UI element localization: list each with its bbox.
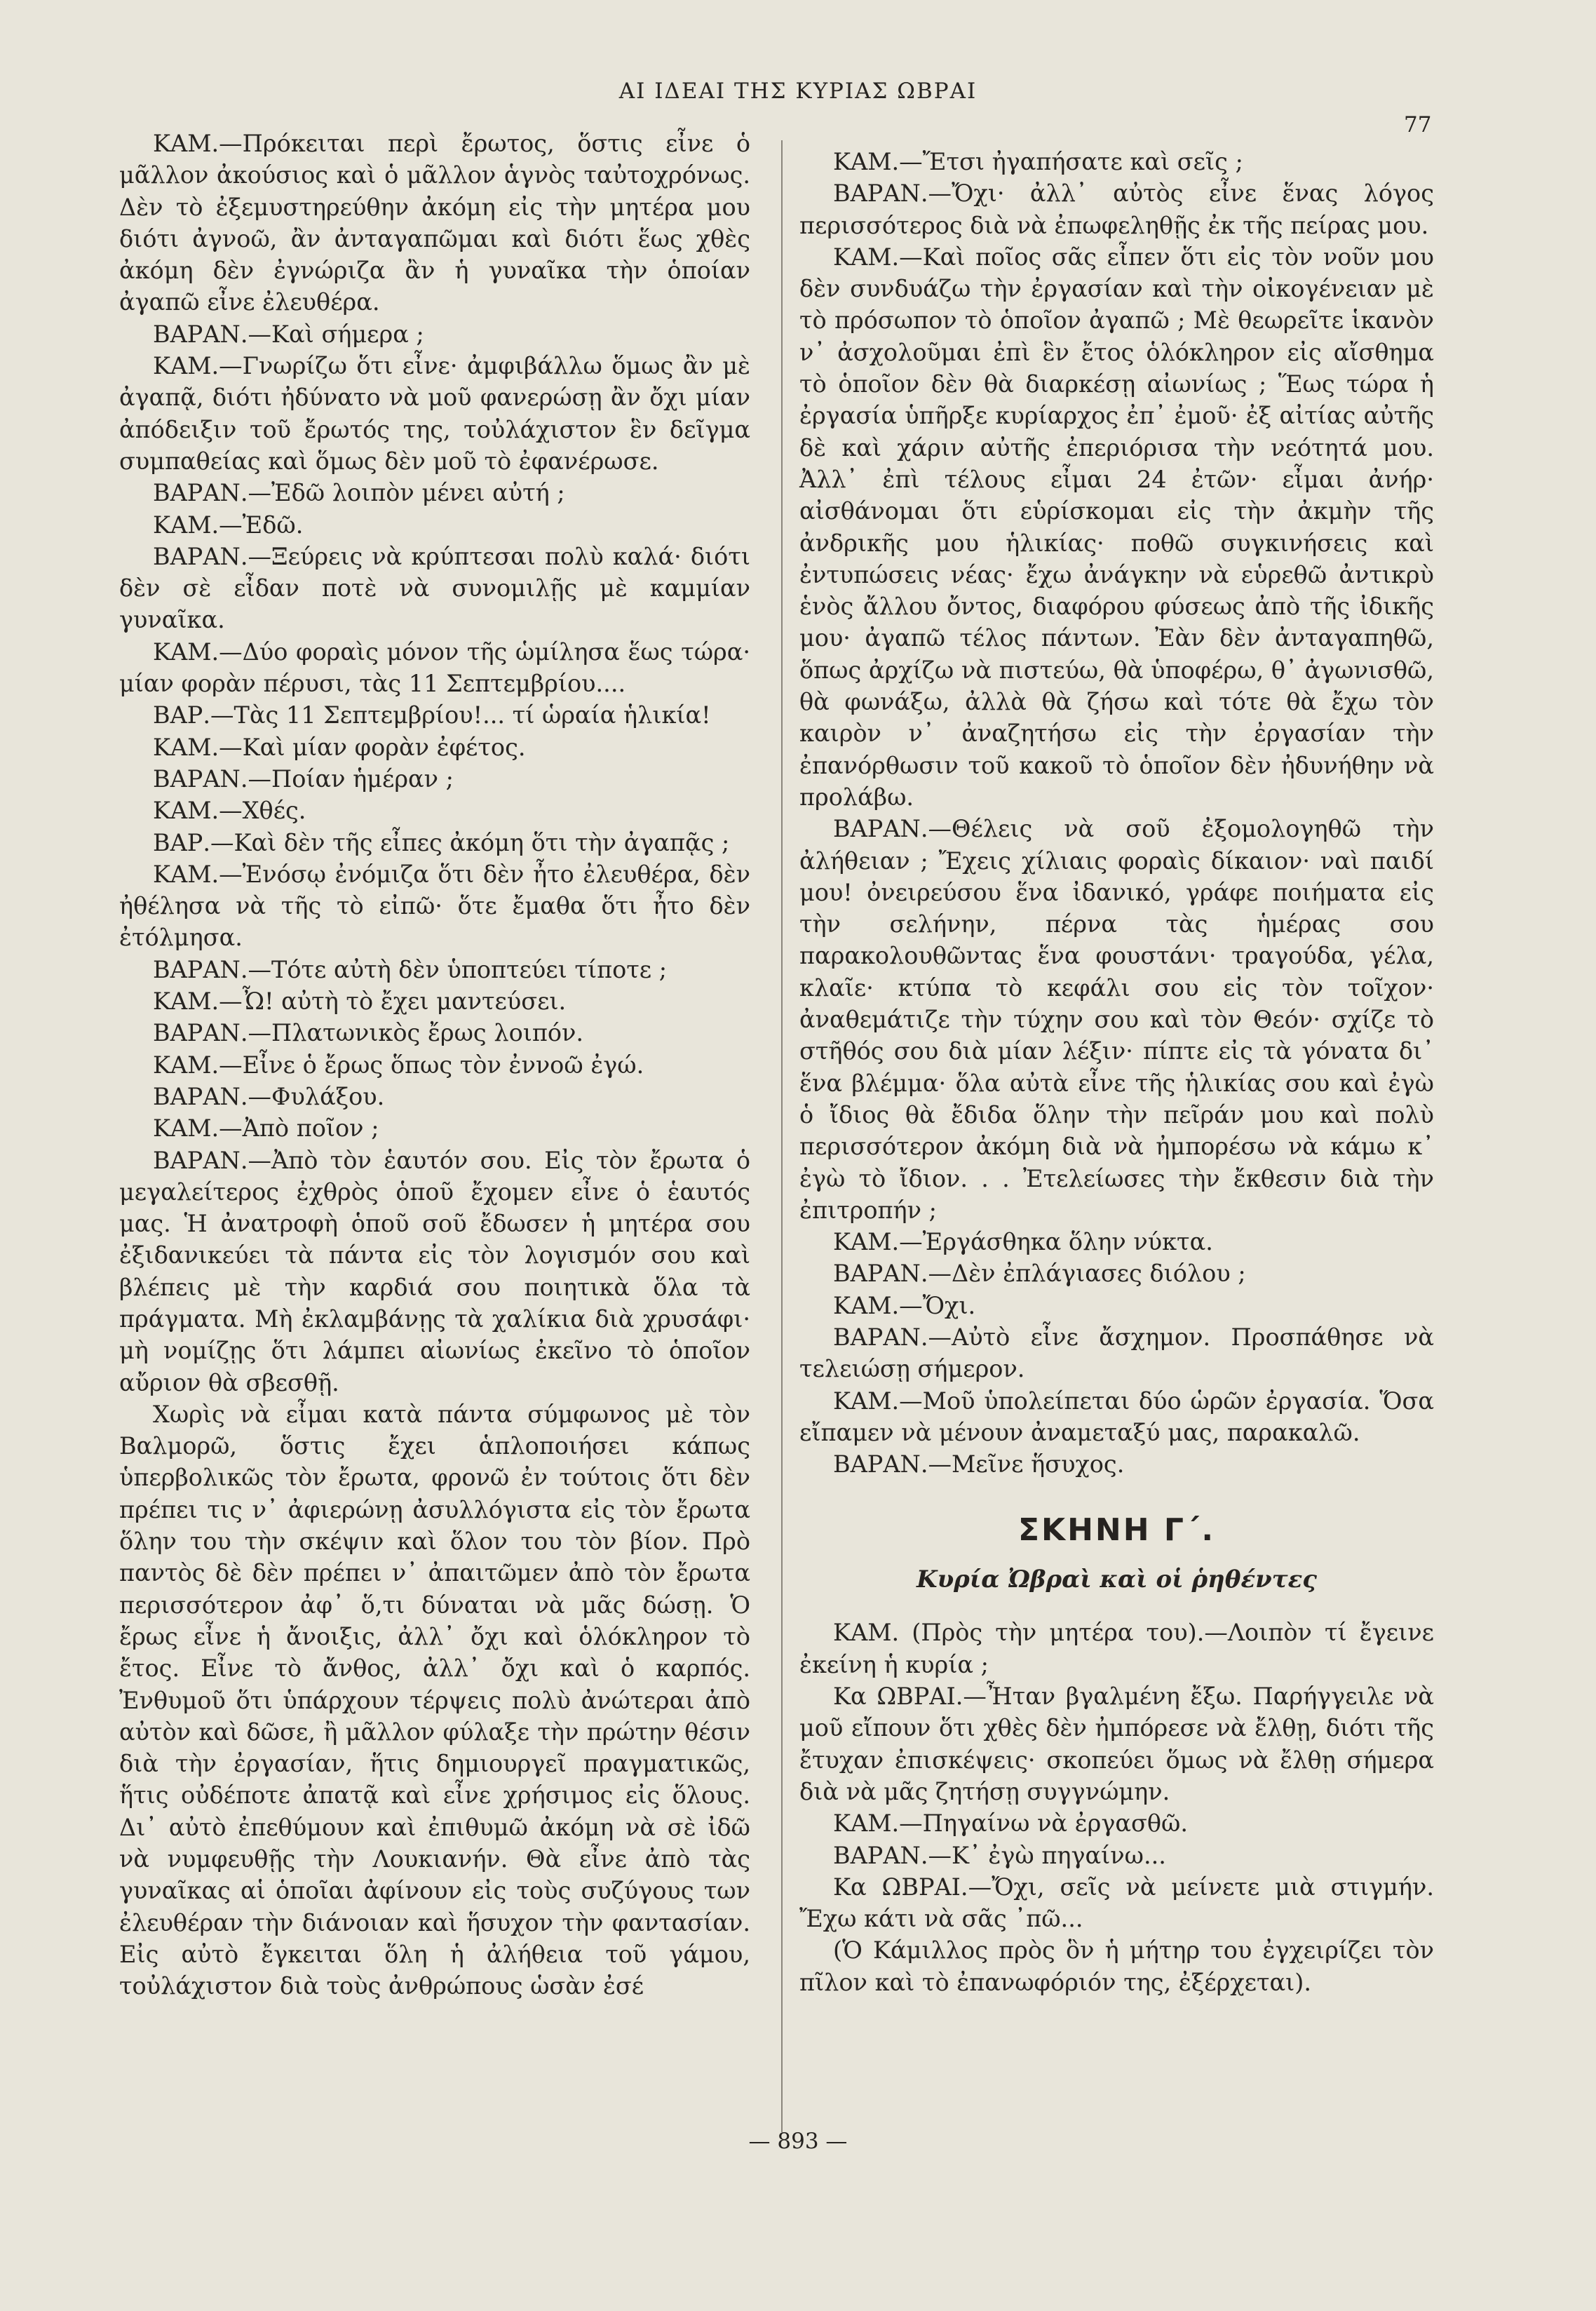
dialogue-line: ΒΑΡΑΝ.—Ὄχι· ἀλλ᾿ αὐτὸς εἶνε ἕνας λόγος περισσότερος διὰ νὰ ἐπωφεληθῇς ἐκ τῆς πείρας μου. [799,180,1434,239]
page-footer: — 893 — [748,2129,848,2154]
dialogue-line: ΚΑΜ.—Καὶ ποῖος σᾶς εἶπεν ὅτι εἰς τὸν νοῦν μου δὲν συνδυάζω τὴν ἐργασίαν καὶ τὴν οἰκογένειαν μὲ τὸ πρόσωπον τὸ ὁποῖον ἀγαπῶ ; Μὲ θεωρεῖτε ἱκανὸν ν᾿ ἀσχολοῦμαι ἐπὶ ἓν ἔτος ὁλόκληρον εἰς αἴσθημα τὸ ὁποῖον δὲν θὰ διαρκέσῃ αἰωνίως ; Ἕως τώρα ἡ ἐργασία ὑπῆρξε κυρίαρχος ἐπ᾿ ἐμοῦ· ἐξ αἰτίας αὐτῆς δὲ καὶ χάριν αὐτῆς ἐπεριόρισα τὴν νεότητά μου. Ἀλλ᾿ ἐπὶ τέλους εἶμαι 24 ἐτῶν· εἶμαι ἀνήρ· αἰσθάνομαι ὅτι εὑρίσκομαι εἰς τὴν ἀκμὴν τῆς ἀνδρικῆς μου ἡλικίας· ποθῶ συγκινήσεις καὶ ἐντυπώσεις νέας· ἔχω ἀνάγκην νὰ εὑρεθῶ ἀντικρὺ ἑνὸς ἄλλου ὄντος, διαφόρου φύσεως ἀπὸ τῆς ἰδικῆς μου· ἀγαπῶ τέλος πάντων. Ἐὰν δὲν ἀνταγαπηθῶ, ὅπως ἀρχίζω νὰ πιστεύω, θὰ ὑποφέρω, θ᾿ ἀγωνισθῶ, θὰ φωνάξω, ἀλλὰ θὰ ζήσω καὶ τότε θὰ ἔχω τὸν καιρὸν ν᾿ ἀναζητήσω εἰς τὴν ἐργασίαν τὴν ἐπανόρθωσιν τοῦ κακοῦ τὸ ὁποῖον δὲν ἠδυνήθην νὰ προλάβω. [799,243,1434,811]
dialogue-line: Χωρὶς νὰ εἶμαι κατὰ πάντα σύμφωνος μὲ τὸν Βαλμορῶ, ὅστις ἔχει ἁπλοποιήσει κάπως ὑπερβολικῶς τὸν ἔρωτα, φρονῶ ἐν τούτοις ὅτι δὲν πρέπει τις ν᾿ ἀφιερώνῃ ἀσυλλόγιστα εἰς τὸν ἔρωτα ὅλην του τὴν σκέψιν καὶ ὅλον του τὸν βίον. Πρὸ παντὸς δὲ δὲν πρέπει ν᾿ ἀπαιτῶμεν ἀπὸ τὸν ἔρωτα περισσότερον ἀφ᾿ ὅ,τι δύναται νὰ μᾶς δώσῃ. Ὁ ἔρως εἶνε ἡ ἄνοιξις, ἀλλ᾿ ὄχι καὶ ὁλόκληρον τὸ ἔτος. Εἶνε τὸ ἄνθος, ἀλλ᾿ ὄχι καὶ ὁ καρπός. Ἐνθυμοῦ ὅτι ὑπάρχουν τέρψεις πολὺ ἀνώτεραι ἀπὸ αὐτὸν καὶ δῶσε, ἢ μᾶλλον φύλαξε τὴν πρώτην θέσιν διὰ τὴν ἐργασίαν, ἥτις δημιουργεῖ πραγματικῶς, ἥτις οὐδέποτε ἀπατᾷ καὶ εἶνε χρήσιμος εἰς ὅλους. Δι᾿ αὐτὸ ἐπεθύμουν καὶ ἐπιθυμῶ ἀκόμη νὰ σὲ ἰδῶ νὰ νυμφευθῇς τὴν Λουκιανήν. Θὰ εἶνε ἀπὸ τὰς γυναῖκας αἱ ὁποῖαι ἀφίνουν εἰς τοὺς συζύγους των ἐλευθέραν τὴν διάνοιαν καὶ ἥσυχον τὴν φαντασίαν. Εἰς αὐτὸ ἔγκειται ὅλη ἡ ἀλήθεια τοῦ γάμου, τοὐλάχιστον διὰ τοὺς ἀνθρώπους ὡσὰν ἐσέ [119,1400,750,2000]
dialogue-line: Κα ΩΒΡΑΙ.—Ὄχι, σεῖς νὰ μείνετε μιὰ στιγμήν. Ἔχω κάτι νὰ σᾶς ᾿πῶ... [799,1873,1434,1933]
scene-subtitle: Κυρία Ὠβραὶ καὶ οἱ ῥηθέντες [917,1565,1317,1594]
left-column [119,128,750,2002]
dialogue-line: ΒΑΡ.—Καὶ δὲν τῆς εἶπες ἀκόμη ὅτι τὴν ἀγαπᾷς ; [153,828,730,856]
dialogue-line: ΚΑΜ.—Ἐργάσθηκα ὅλην νύκτα. [833,1228,1213,1256]
dialogue-line: Κα ΩΒΡΑΙ.—Ἦταν βγαλμένη ἔξω. Παρήγγειλε νὰ μοῦ εἴπουν ὅτι χθὲς δὲν ἠμπόρεσε νὰ ἔλθῃ, διότι τῆς ἔτυχαν ἐπισκέψεις· σκοπεύει ὅμως νὰ ἔλθῃ σήμερα διὰ νὰ μᾶς ζητήσῃ συγγνώμην. [799,1683,1434,1805]
dialogue-line: ΚΑΜ.—Δύο φοραὶς μόνον τῆς ὡμίλησα ἕως τώρα· μίαν φορὰν πέρυσι, τὰς 11 Σεπτεμβρίου.... [119,638,750,698]
dialogue-line: ΒΑΡ.—Τὰς 11 Σεπτεμβρίου!... τί ὡραία ἡλικία! [153,701,711,729]
dialogue-line: ΒΑΡΑΝ.—Φυλάξου. [153,1082,385,1110]
dialogue-line: ΚΑΜ.—Ὄχι. [833,1291,976,1319]
dialogue-line: ΒΑΡΑΝ.—Θέλεις νὰ σοῦ ἐξομολογηθῶ τὴν ἀλήθειαν ; Ἔχεις χίλιαις φοραὶς δίκαιον· ναὶ παιδί μου! ὀνειρεύσου ἕνα ἰδανικό, γράφε ποιήματα εἰς τὴν σελήνην, πέρνα τὰς ἡμέρας σου παρακολουθῶντας ἕνα φουστάνι· τραγούδα, γέλα, κλαῖε· κτύπα τὸ κεφάλι σου εἰς τὸν τοῖχον· ἀναθεμάτιζε τὴν τύχην σου καὶ τὸν Θεόν· σχίζε τὸ στῆθός σου διὰ μίαν λέξιν· πίπτε εἰς τὰ γόνατα δι᾿ ἕνα βλέμμα· ὅλα αὐτὰ εἶνε τῆς ἡλικίας σου καὶ ἐγὼ ὁ ἴδιος θὰ ἔδιδα ὅλην τὴν πεῖράν μου καὶ πολὺ περισσότερον ἀκόμη διὰ νὰ ἠμπορέσω νὰ κάμω κ᾿ ἐγὼ τὸ ἴδιον. . . Ἐτελείωσες τὴν ἔκθεσιν διὰ τὴν ἐπιτροπήν ; [799,815,1434,1224]
dialogue-line: ΚΑΜ.—Εἶνε ὁ ἔρως ὅπως τὸν ἐννοῶ ἐγώ. [153,1051,644,1079]
dialogue-line: ΚΑΜ.—Καὶ μίαν φορὰν ἐφέτος. [153,733,526,761]
dialogue-line: ΚΑΜ.—Πηγαίνω νὰ ἐργασθῶ. [833,1810,1189,1838]
dialogue-line: ΚΑΜ. (Πρὸς τὴν μητέρα του).—Λοιπὸν τί ἔγεινε ἐκείνη ἡ κυρία ; [799,1619,1434,1678]
dialogue-line: ΚΑΜ.—Ἔτσι ἠγαπήσατε καὶ σεῖς ; [833,148,1243,175]
dialogue-line: ΒΑΡΑΝ.—Ἐδῶ λοιπὸν μένει αὐτή ; [153,479,565,507]
dialogue-line: ΒΑΡΑΝ.—Ξεύρεις νὰ κρύπτεσαι πολὺ καλά· διότι δὲν σὲ εἶδαν ποτὲ νὰ συνομιλῇς μὲ καμμίαν γυναῖκα. [119,542,750,634]
dialogue-line: ΒΑΡΑΝ.—Κ᾿ ἐγὼ πηγαίνω... [833,1841,1166,1869]
dialogue-line: ΚΑΜ.—Χθές. [153,797,306,825]
dialogue-line: ΒΑΡΑΝ.—Τότε αὐτὴ δὲν ὑποπτεύει τίποτε ; [153,955,668,983]
right-column [799,146,1434,1998]
dialogue-line: ΒΑΡΑΝ.—Ποίαν ἡμέραν ; [153,764,454,793]
dialogue-line: ΒΑΡΑΝ.—Πλατωνικὸς ἔρως λοιπόν. [153,1019,584,1047]
stage-direction: (Ὁ Κάμιλλος πρὸς ὃν ἡ μήτηρ του ἐγχειρίζει τὸν πῖλον καὶ τὸ ἐπανωφόριόν της, ἐξέρχεται). [799,1936,1434,1996]
dialogue-line: ΒΑΡΑΝ.—Δὲν ἐπλάγιασες διόλου ; [833,1260,1246,1288]
page-number: 77 [1404,112,1432,137]
dialogue-line: ΒΑΡΑΝ.—Μεῖνε ἥσυχος. [833,1450,1125,1478]
dialogue-line: ΚΑΜ.—Ἀπὸ ποῖον ; [153,1114,379,1143]
dialogue-line: ΚΑΜ.—Γνωρίζω ὅτι εἶνε· ἀμφιβάλλω ὅμως ἂν μὲ ἀγαπᾷ, διότι ἠδύνατο νὰ μοῦ φανερώσῃ ἂν ὄχι μίαν ἀπόδειξιν τοῦ ἔρωτός της, τοὐλάχιστον ἓν δεῖγμα συμπαθείας καὶ ὅμως δὲν μοῦ τὸ ἐφανέρωσε. [119,352,750,475]
running-head: ΑΙ ΙΔΕΑΙ ΤΗΣ ΚΥΡΙΑΣ ΩΒΡΑΙ [618,79,978,104]
dialogue-line: ΚΑΜ.—Πρόκειται περὶ ἔρωτος, ὅστις εἶνε ὁ μᾶλλον ἀκούσιος καὶ ὁ μᾶλλον ἁγνὸς ταὐτοχρόνως. Δὲν τὸ ἐξεμυστηρεύθην ἀκόμη εἰς τὴν μητέρα μου διότι ἀγνοῶ, ἂν ἀνταγαπῶμαι καὶ διότι ἕως χθὲς ἀκόμη δὲν ἐγνώριζα ἂν ἡ γυναῖκα τὴν ὁποίαν ἀγαπῶ εἶνε ἐλευθέρα. [119,130,750,316]
dialogue-line: ΚΑΜ.—Ὦ! αὐτὴ τὸ ἔχει μαντεύσει. [153,988,567,1016]
column-rule [781,140,783,2132]
dialogue-line: ΚΑΜ.—Ἐνόσῳ ἐνόμιζα ὅτι δὲν ἦτο ἐλευθέρα, δὲν ἠθέλησα νὰ τῆς τὸ εἰπῶ· ὅτε ἔμαθα ὅτι ἦτο δὲν ἐτόλμησα. [119,860,750,952]
scene-title: ΣΚΗΝΗ Γ΄. [1017,1512,1216,1549]
dialogue-line: ΒΑΡΑΝ.—Αὐτὸ εἶνε ἄσχημον. Προσπάθησε νὰ τελειώσῃ σήμερον. [799,1323,1434,1383]
dialogue-line: ΚΑΜ.—Μοῦ ὑπολείπεται δύο ὡρῶν ἐργασία. Ὅσα εἴπαμεν νὰ μένουν ἀναμεταξύ μας, παρακαλῶ. [799,1387,1434,1446]
dialogue-line: ΒΑΡΑΝ.—Καὶ σήμερα ; [153,320,424,348]
dialogue-line: ΒΑΡΑΝ.—Ἀπὸ τὸν ἑαυτόν σου. Εἰς τὸν ἔρωτα ὁ μεγαλείτερος ἐχθρὸς ὁποῦ ἔχομεν εἶνε ὁ ἑαυτός μας. Ἡ ἀνατροφὴ ὁποῦ σοῦ ἔδωσεν ἡ μητέρα σου ἐξιδανικεύει τὰ πάντα εἰς τὸν λογισμόν σου καὶ βλέπεις μὲ τὴν καρδιά σου ποιητικὰ ὅλα τὰ πράγματα. Μὴ ἐκλαμβάνῃς τὰ χαλίκια διὰ χρυσάφι· μὴ νομίζῃς ὅτι λάμπει αἰωνίως ἐκεῖνο τὸ ὁποῖον αὔριον θὰ σβεσθῇ. [119,1146,750,1396]
dialogue-line: ΚΑΜ.—Ἐδῶ. [153,511,304,539]
